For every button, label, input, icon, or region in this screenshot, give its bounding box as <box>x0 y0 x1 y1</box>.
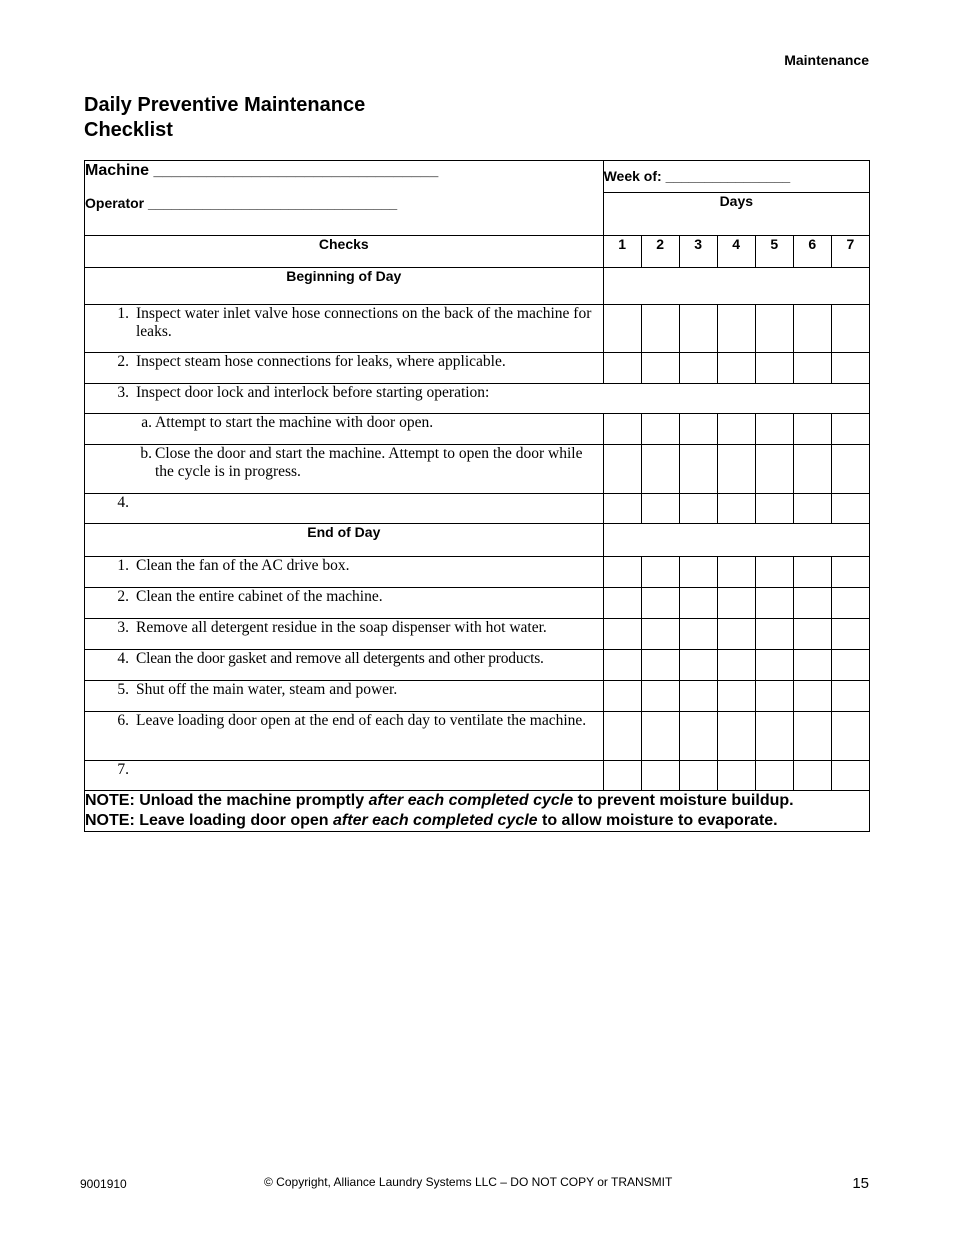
checkbox-cell[interactable] <box>641 305 679 353</box>
checkbox-cell[interactable] <box>831 761 869 791</box>
checkbox-cell[interactable] <box>603 681 641 712</box>
table-row <box>85 445 870 494</box>
checkbox-cell[interactable] <box>793 619 831 650</box>
table-row <box>85 761 870 791</box>
machine-operator-cell <box>85 161 604 236</box>
item-text: Shut off the main water, steam and power. <box>136 681 398 698</box>
note-text: to prevent moisture buildup. <box>573 792 794 809</box>
table-row <box>85 414 870 445</box>
check-item <box>85 588 604 619</box>
item-text: Clean the fan of the AC drive box. <box>136 557 350 574</box>
day-number: 1 <box>603 236 641 268</box>
note-emphasis: after each completed cycle <box>368 792 574 809</box>
checkbox-cell[interactable] <box>717 414 755 445</box>
page-title-line-1: Daily Preventive Maintenance <box>84 94 366 116</box>
checkbox-cell[interactable] <box>793 761 831 791</box>
checkbox-cell[interactable] <box>679 494 717 524</box>
checks-header: Checks <box>85 236 604 268</box>
checkbox-cell[interactable] <box>603 445 641 494</box>
item-number: 5. <box>117 681 129 698</box>
day-number: 2 <box>641 236 679 268</box>
checkbox-cell[interactable] <box>793 445 831 494</box>
machine-field[interactable]: Machine ________________________________ <box>85 162 439 179</box>
checkbox-cell[interactable] <box>831 681 869 712</box>
checkbox-cell[interactable] <box>831 305 869 353</box>
checkbox-cell[interactable] <box>679 353 717 384</box>
item-text <box>136 494 603 512</box>
checkbox-cell[interactable] <box>717 445 755 494</box>
item-letter: a. <box>141 414 152 431</box>
checkbox-cell[interactable] <box>641 761 679 791</box>
checkbox-cell[interactable] <box>755 305 793 353</box>
checkbox-cell[interactable] <box>641 712 679 761</box>
checkbox-cell[interactable] <box>793 650 831 681</box>
item-number: 2. <box>117 588 129 605</box>
item-text: Attempt to start the machine with door open. <box>155 414 434 431</box>
checkbox-cell[interactable] <box>793 712 831 761</box>
checkbox-cell[interactable] <box>679 414 717 445</box>
checklist-table <box>84 160 870 832</box>
checkbox-cell[interactable] <box>755 761 793 791</box>
checkbox-cell[interactable] <box>831 494 869 524</box>
checkbox-cell[interactable] <box>603 619 641 650</box>
check-item <box>85 557 604 588</box>
week-of-field[interactable]: Week of: ________________ <box>603 161 869 193</box>
checkbox-cell[interactable] <box>641 681 679 712</box>
checkbox-cell[interactable] <box>641 353 679 384</box>
section-header: Maintenance <box>784 52 869 68</box>
checkbox-cell[interactable] <box>641 588 679 619</box>
checkbox-cell[interactable] <box>831 619 869 650</box>
item-number: 4. <box>117 494 129 511</box>
checkbox-cell[interactable] <box>679 588 717 619</box>
item-text: Inspect water inlet valve hose connections on the back of the machine for leaks. <box>136 305 592 340</box>
checkbox-cell[interactable] <box>831 588 869 619</box>
checkbox-cell[interactable] <box>641 557 679 588</box>
checkbox-cell[interactable] <box>717 557 755 588</box>
checkbox-cell[interactable] <box>717 761 755 791</box>
day-number: 3 <box>679 236 717 268</box>
note-door-open <box>85 811 869 831</box>
checkbox-cell[interactable] <box>603 588 641 619</box>
checkbox-cell[interactable] <box>717 681 755 712</box>
checkbox-cell[interactable] <box>717 619 755 650</box>
checkbox-cell[interactable] <box>793 305 831 353</box>
checkbox-cell[interactable] <box>755 619 793 650</box>
section-heading-end: End of Day <box>85 524 604 557</box>
checkbox-cell[interactable] <box>755 494 793 524</box>
checkbox-cell[interactable] <box>717 650 755 681</box>
note-text: NOTE: Leave loading door open <box>85 812 334 829</box>
table-row <box>85 353 870 384</box>
day-number: 4 <box>717 236 755 268</box>
checkbox-cell[interactable] <box>679 650 717 681</box>
note-text: to allow moisture to evaporate. <box>537 812 778 829</box>
checkbox-cell[interactable] <box>793 414 831 445</box>
item-number: 1. <box>117 557 129 574</box>
check-item <box>85 712 604 761</box>
checkbox-cell[interactable] <box>717 494 755 524</box>
day-number: 5 <box>755 236 793 268</box>
day-number: 7 <box>831 236 869 268</box>
checkbox-cell[interactable] <box>755 557 793 588</box>
item-text: Clean the entire cabinet of the machine. <box>136 588 383 605</box>
checkbox-cell[interactable] <box>603 305 641 353</box>
page-title-line-2: Checklist <box>84 119 173 141</box>
notes-cell <box>85 791 870 832</box>
checkbox-cell[interactable] <box>603 494 641 524</box>
checkbox-cell[interactable] <box>717 305 755 353</box>
checkbox-cell[interactable] <box>831 414 869 445</box>
operator-field[interactable]: Operator ________________________________ <box>85 195 398 211</box>
item-number: 2. <box>117 353 129 370</box>
item-text: Clean the door gasket and remove all detergents and other products. <box>136 650 544 667</box>
checkbox-cell[interactable] <box>641 414 679 445</box>
checkbox-cell[interactable] <box>679 712 717 761</box>
table-row <box>85 681 870 712</box>
section-heading-beginning: Beginning of Day <box>85 268 604 305</box>
checkbox-cell[interactable] <box>679 305 717 353</box>
table-row <box>85 588 870 619</box>
checkbox-cell[interactable] <box>603 557 641 588</box>
checkbox-cell[interactable] <box>679 557 717 588</box>
checkbox-cell[interactable] <box>717 712 755 761</box>
checkbox-cell[interactable] <box>641 650 679 681</box>
check-sub-item <box>85 414 604 445</box>
note-emphasis: after each completed cycle <box>333 812 538 829</box>
document-number: 9001910 <box>80 1177 127 1191</box>
checkbox-cell[interactable] <box>679 445 717 494</box>
table-row <box>85 557 870 588</box>
check-item <box>85 384 870 414</box>
check-item-blank[interactable] <box>85 494 604 524</box>
checkbox-cell[interactable] <box>603 712 641 761</box>
table-row <box>85 650 870 681</box>
item-number: 3. <box>117 384 129 401</box>
checkbox-cell[interactable] <box>641 619 679 650</box>
checkbox-cell[interactable] <box>755 353 793 384</box>
checkbox-cell[interactable] <box>603 353 641 384</box>
check-item <box>85 353 604 384</box>
checkbox-cell[interactable] <box>603 650 641 681</box>
table-row <box>85 305 870 353</box>
check-item <box>85 681 604 712</box>
table-row <box>85 712 870 761</box>
days-header: Days <box>603 193 869 236</box>
day-number: 6 <box>793 236 831 268</box>
check-item <box>85 305 604 353</box>
page-number: 15 <box>852 1175 869 1192</box>
item-number: 6. <box>117 712 129 729</box>
checkbox-cell[interactable] <box>755 414 793 445</box>
checkbox-cell[interactable] <box>793 494 831 524</box>
item-text: Inspect steam hose connections for leaks, where applicable. <box>136 353 506 370</box>
item-letter: b. <box>140 445 152 462</box>
check-item <box>85 619 604 650</box>
note-text: NOTE: Unload the machine promptly <box>85 792 369 809</box>
checkbox-cell[interactable] <box>755 445 793 494</box>
checkbox-cell[interactable] <box>755 588 793 619</box>
table-row <box>85 384 870 414</box>
checkbox-cell[interactable] <box>831 557 869 588</box>
checkbox-cell[interactable] <box>679 761 717 791</box>
checkbox-cell[interactable] <box>831 712 869 761</box>
note-unload <box>85 791 869 811</box>
copyright-notice: © Copyright, Alliance Laundry Systems LLC – DO NOT COPY or TRANSMIT <box>264 1175 673 1189</box>
checkbox-cell[interactable] <box>831 650 869 681</box>
item-text <box>136 761 603 779</box>
item-number: 7. <box>117 761 129 778</box>
check-item <box>85 650 604 681</box>
table-row <box>85 494 870 524</box>
checkbox-cell[interactable] <box>831 445 869 494</box>
checkbox-cell[interactable] <box>679 619 717 650</box>
item-text: Leave loading door open at the end of each day to ventilate the machine. <box>136 712 587 729</box>
check-item-blank[interactable] <box>85 761 604 791</box>
checkbox-cell[interactable] <box>717 353 755 384</box>
item-text: Inspect door lock and interlock before starting operation: <box>136 384 490 401</box>
item-number: 4. <box>117 650 129 667</box>
checkbox-cell[interactable] <box>717 588 755 619</box>
checkbox-cell[interactable] <box>641 445 679 494</box>
checkbox-cell[interactable] <box>755 681 793 712</box>
checkbox-cell[interactable] <box>603 414 641 445</box>
page-title <box>84 93 365 143</box>
checkbox-cell[interactable] <box>831 353 869 384</box>
checkbox-cell[interactable] <box>679 681 717 712</box>
item-text: Remove all detergent residue in the soap dispenser with hot water. <box>136 619 547 636</box>
section-spacer <box>603 268 869 305</box>
item-number: 1. <box>117 305 129 322</box>
checkbox-cell[interactable] <box>603 761 641 791</box>
item-text: Close the door and start the machine. Attempt to open the door while the cycle is in progress. <box>155 445 583 480</box>
item-number: 3. <box>117 619 129 636</box>
checkbox-cell[interactable] <box>793 681 831 712</box>
checkbox-cell[interactable] <box>793 588 831 619</box>
table-row <box>85 619 870 650</box>
checkbox-cell[interactable] <box>641 494 679 524</box>
checkbox-cell[interactable] <box>755 650 793 681</box>
checkbox-cell[interactable] <box>793 353 831 384</box>
checkbox-cell[interactable] <box>793 557 831 588</box>
checkbox-cell[interactable] <box>755 712 793 761</box>
section-spacer <box>603 524 869 557</box>
check-sub-item <box>85 445 604 494</box>
